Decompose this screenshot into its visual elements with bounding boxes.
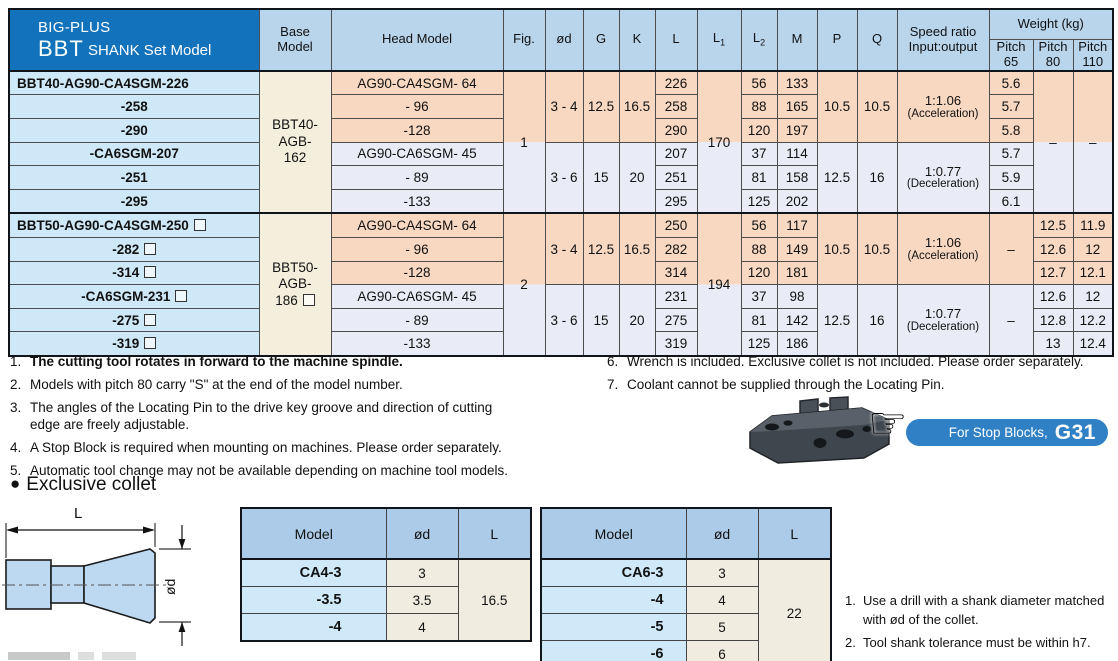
cell-head-model: AG90-CA6SGM- 45 — [331, 285, 503, 309]
cell-weight-65: – — [989, 285, 1033, 356]
cell-head-model: -133 — [331, 332, 503, 356]
cell-m: 142 — [777, 308, 817, 332]
cell-collet-od: 6 — [686, 641, 758, 661]
pointing-hand-icon: ☞ — [868, 399, 908, 448]
cell-l: 314 — [655, 261, 697, 285]
section-heading-exclusive-collet: ● Exclusive collet — [10, 474, 157, 495]
cell-set-model: -258 — [9, 95, 259, 119]
cell-q: 10.5 — [857, 213, 897, 284]
cell-head-model: AG90-CA6SGM- 45 — [331, 142, 503, 166]
collet-col-model: Model — [541, 508, 686, 559]
checkbox — [194, 219, 206, 231]
cell-weight-65: 5.7 — [989, 142, 1033, 166]
cell-m: 133 — [777, 71, 817, 95]
collet-notes — [845, 592, 1118, 657]
cell-l: 258 — [655, 95, 697, 119]
badge-page-code: G31 — [1054, 420, 1096, 444]
spec-table — [8, 8, 1114, 357]
cell-k: 20 — [619, 142, 655, 213]
cell-head-model: - 89 — [331, 166, 503, 190]
cell-g: 15 — [583, 285, 619, 356]
cell-base-model: BBT50- AGB- 186 — [259, 213, 331, 356]
col-header-p: P — [817, 9, 857, 71]
checkbox — [303, 294, 315, 306]
cell-l: 290 — [655, 119, 697, 143]
checkbox — [175, 290, 187, 302]
collet-table-ca4 — [240, 507, 532, 642]
cell-weight-65: – — [989, 213, 1033, 284]
cell-set-model: -CA6SGM-231 — [9, 285, 259, 309]
cell-head-model: - 89 — [331, 308, 503, 332]
col-header-g: G — [583, 9, 619, 71]
cell-m: 149 — [777, 238, 817, 262]
cell-weight-110: 12.2 — [1073, 308, 1113, 332]
cell-weight-65: 5.8 — [989, 119, 1033, 143]
cell-l: 250 — [655, 213, 697, 237]
cell-collet-od: 3 — [686, 559, 758, 587]
col-header-l1: $L_1$ — [697, 9, 741, 71]
cell-set-model: -251 — [9, 166, 259, 190]
cell-m: 181 — [777, 261, 817, 285]
collet-col-model: Model — [241, 508, 386, 559]
cell-l: 231 — [655, 285, 697, 309]
cell-k: 20 — [619, 285, 655, 356]
cell-od: 3 - 6 — [545, 285, 583, 356]
col-header-k: K — [619, 9, 655, 71]
collet-col-od: ød — [686, 508, 758, 559]
cell-head-model: -128 — [331, 261, 503, 285]
cell-collet-model: -3.5 — [241, 587, 386, 614]
partial-logo — [8, 652, 136, 660]
cell-set-model: -314 — [9, 261, 259, 285]
footnote: 2. Models with pitch 80 carry "S" at the end of the model number. — [10, 376, 403, 392]
col-header-l2: $L_2$ — [741, 9, 777, 71]
cell-l2: 120 — [741, 119, 777, 143]
cell-collet-od: 4 — [386, 614, 458, 642]
cell-collet-model: -4 — [541, 587, 686, 614]
cell-weight-80: 12.6 — [1033, 285, 1073, 309]
footnote: 3. The angles of the Locating Pin to the drive key groove and direction of cutting edge are freely adjustable. — [10, 399, 493, 433]
cell-q: 16 — [857, 285, 897, 356]
col-header-pitch80: Pitch 80 — [1033, 40, 1073, 71]
cell-set-model: BBT50-AG90-CA4SGM-250 — [9, 213, 259, 237]
cell-collet-model: -4 — [241, 614, 386, 642]
cell-l: 319 — [655, 332, 697, 356]
cell-m: 114 — [777, 142, 817, 166]
footnote: 4. A Stop Block is required when mounting on machines. Please order separately. — [10, 440, 502, 456]
cell-weight-65: 5.6 — [989, 71, 1033, 95]
cell-weight-80: 12.6 — [1033, 238, 1073, 262]
table-row — [241, 559, 531, 587]
cell-l: 251 — [655, 166, 697, 190]
stop-blocks-badge[interactable] — [868, 399, 1114, 452]
col-header-base: Base Model — [259, 9, 331, 71]
collet-diagram — [2, 496, 214, 661]
footnote: 1. The cutting tool rotates in forward to the machine spindle. — [10, 354, 403, 369]
cell-collet-od: 5 — [686, 614, 758, 641]
cell-weight-80: 12.7 — [1033, 261, 1073, 285]
cell-speed-ratio: 1:1.06 (Acceleration) — [897, 213, 989, 284]
col-header-od: ød — [545, 9, 583, 71]
cell-p: 10.5 — [817, 213, 857, 284]
brand-rest: SHANK Set Model — [83, 41, 212, 59]
footnote: 1. Use a drill with a shank diameter matched with ød of the collet. — [845, 593, 1105, 627]
checkbox — [144, 266, 156, 278]
cell-collet-model: -6 — [541, 641, 686, 661]
cell-collet-model: CA4-3 — [241, 559, 386, 587]
col-header-fig: Fig. — [503, 9, 545, 71]
cell-weight-80: 13 — [1033, 332, 1073, 356]
cell-collet-l: 22 — [758, 559, 831, 661]
cell-k: 16.5 — [619, 213, 655, 284]
cell-set-model: -290 — [9, 119, 259, 143]
cell-p: 12.5 — [817, 285, 857, 356]
badge-pill[interactable] — [906, 419, 1108, 446]
badge-label: For Stop Blocks, — [948, 425, 1048, 440]
cell-weight-110: 12.4 — [1073, 332, 1113, 356]
cell-m: 202 — [777, 189, 817, 213]
cell-l2: 37 — [741, 285, 777, 309]
cell-l2: 56 — [741, 213, 777, 237]
table-row — [541, 559, 831, 587]
col-header-pitch110: Pitch 110 — [1073, 40, 1113, 71]
table-row — [9, 71, 1113, 95]
cell-weight-110: 12.1 — [1073, 261, 1113, 285]
footnote: 7. Coolant cannot be supplied through the Locating Pin. — [607, 376, 945, 392]
col-header-head: Head Model — [331, 9, 503, 71]
cell-set-model: -282 — [9, 238, 259, 262]
cell-l1: 170 — [697, 71, 741, 214]
cell-l2: 37 — [741, 142, 777, 166]
cell-speed-ratio: 1:0.77 (Deceleration) — [897, 142, 989, 213]
brand-bbt: BBT — [38, 35, 84, 61]
cell-collet-model: -5 — [541, 614, 686, 641]
col-header-m: M — [777, 9, 817, 71]
cell-set-model: BBT40-AG90-CA4SGM-226 — [9, 71, 259, 95]
cell-head-model: AG90-CA4SGM- 64 — [331, 213, 503, 237]
collet-col-l: L — [758, 508, 831, 559]
cell-k: 16.5 — [619, 71, 655, 142]
bullet-icon: ● — [10, 474, 21, 493]
cell-fig: 2 — [503, 213, 545, 356]
cell-speed-ratio: 1:1.06 (Acceleration) — [897, 71, 989, 142]
col-header-l: L — [655, 9, 697, 71]
cell-head-model: AG90-CA4SGM- 64 — [331, 71, 503, 95]
cell-l: 275 — [655, 308, 697, 332]
cell-od: 3 - 6 — [545, 142, 583, 213]
cell-head-model: - 96 — [331, 95, 503, 119]
col-header-weight: Weight (kg) — [989, 9, 1113, 40]
cell-weight-65: 5.9 — [989, 166, 1033, 190]
cell-head-model: -128 — [331, 119, 503, 143]
cell-l: 295 — [655, 189, 697, 213]
cell-set-model: -275 — [9, 308, 259, 332]
cell-m: 117 — [777, 213, 817, 237]
checkbox — [144, 243, 156, 255]
cell-m: 197 — [777, 119, 817, 143]
collet-col-l: L — [458, 508, 531, 559]
footnote: 5. Automatic tool change may not be available depending on machine tool models. — [10, 463, 509, 479]
cell-set-model: -CA6SGM-207 — [9, 142, 259, 166]
cell-m: 158 — [777, 166, 817, 190]
cell-weight-110: 12 — [1073, 285, 1113, 309]
cell-q: 10.5 — [857, 71, 897, 142]
cell-m: 186 — [777, 332, 817, 356]
cell-g: 12.5 — [583, 71, 619, 142]
collet-table-ca6 — [540, 507, 832, 661]
cell-head-model: - 96 — [331, 238, 503, 262]
cell-weight-110: – — [1073, 71, 1113, 214]
cell-l2: 125 — [741, 189, 777, 213]
collet-col-od: ød — [386, 508, 458, 559]
cell-weight-80: 12.8 — [1033, 308, 1073, 332]
cell-collet-od: 4 — [686, 587, 758, 614]
cell-base-model: BBT40- AGB- 162 — [259, 71, 331, 214]
cell-weight-80: 12.5 — [1033, 213, 1073, 237]
cell-set-model: -319 — [9, 332, 259, 356]
cell-g: 15 — [583, 142, 619, 213]
cell-q: 16 — [857, 142, 897, 213]
cell-weight-110: 12 — [1073, 238, 1113, 262]
cell-weight-65: 6.1 — [989, 189, 1033, 213]
cell-collet-od: 3 — [386, 559, 458, 587]
footnotes-left — [10, 353, 518, 485]
cell-m: 98 — [777, 285, 817, 309]
brand-line: BIG-PLUS — [38, 18, 111, 36]
cell-l2: 88 — [741, 95, 777, 119]
col-header-speed-ratio: Speed ratio Input:output — [897, 9, 989, 71]
cell-weight-110: 11.9 — [1073, 213, 1113, 237]
cell-weight-80: – — [1033, 71, 1073, 214]
col-header-pitch65: Pitch 65 — [989, 40, 1033, 71]
col-header-q: Q — [857, 9, 897, 71]
table-row — [9, 285, 1113, 309]
cell-g: 12.5 — [583, 213, 619, 284]
table-row — [9, 213, 1113, 237]
cell-l: 207 — [655, 142, 697, 166]
cell-head-model: -133 — [331, 189, 503, 213]
cell-collet-l: 16.5 — [458, 559, 531, 641]
cell-l: 226 — [655, 71, 697, 95]
cell-l2: 125 — [741, 332, 777, 356]
cell-p: 10.5 — [817, 71, 857, 142]
cell-m: 165 — [777, 95, 817, 119]
cell-fig: 1 — [503, 71, 545, 214]
footnote: 6. Wrench is included. Exclusive collet is not included. Please order separately. — [607, 354, 1084, 369]
checkbox — [144, 314, 156, 326]
cell-l2: 120 — [741, 261, 777, 285]
cell-p: 12.5 — [817, 142, 857, 213]
cell-od: 3 - 4 — [545, 71, 583, 142]
cell-l2: 81 — [741, 308, 777, 332]
cell-l2: 88 — [741, 238, 777, 262]
table-row — [9, 142, 1113, 166]
cell-l2: 81 — [741, 166, 777, 190]
set-model-header — [9, 9, 259, 71]
cell-od: 3 - 4 — [545, 213, 583, 284]
cell-collet-model: CA6-3 — [541, 559, 686, 587]
cell-l2: 56 — [741, 71, 777, 95]
checkbox — [144, 337, 156, 349]
cell-collet-od: 3.5 — [386, 587, 458, 614]
dim-label-L: L — [74, 505, 83, 522]
cell-speed-ratio: 1:0.77 (Deceleration) — [897, 285, 989, 356]
dim-label-od: ød — [162, 578, 178, 595]
cell-weight-65: 5.7 — [989, 95, 1033, 119]
cell-l: 282 — [655, 238, 697, 262]
cell-set-model: -295 — [9, 189, 259, 213]
footnote: 2. Tool shank tolerance must be within h7. — [845, 634, 1091, 650]
cell-l1: 194 — [697, 213, 741, 356]
